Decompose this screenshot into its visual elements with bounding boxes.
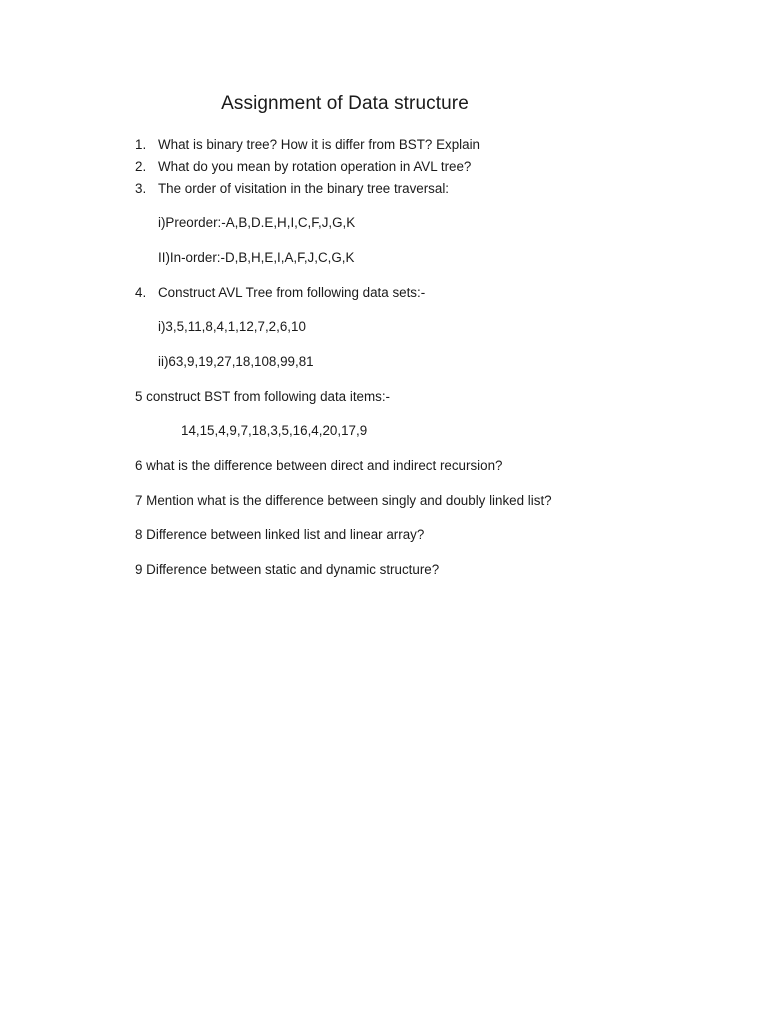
question-3	[135, 180, 449, 198]
question-number: 2.	[135, 159, 147, 174]
question-4	[135, 284, 425, 302]
question-2	[135, 158, 471, 176]
question-9: 9 Difference between static and dynamic structure?	[135, 562, 440, 577]
question-number: 3.	[135, 181, 147, 196]
question-text: What do you mean by rotation operation in AVL tree?	[158, 159, 472, 174]
question-6: 6 what is the difference between direct and indirect recursion?	[135, 458, 503, 473]
question-text: Construct AVL Tree from following data sets:-	[158, 285, 426, 300]
question-number: 1.	[135, 137, 147, 152]
question-text: What is binary tree? How it is differ from BST? Explain	[158, 137, 480, 152]
question-number: 4.	[135, 285, 147, 300]
question-text: The order of visitation in the binary tree traversal:	[158, 181, 450, 196]
question-8: 8 Difference between linked list and linear array?	[135, 527, 425, 542]
document-title: Assignment of Data structure	[221, 93, 469, 114]
question-5: 5 construct BST from following data items:-	[135, 389, 391, 404]
preorder-sequence: i)Preorder:-A,B,D.E,H,I,C,F,J,G,K	[158, 215, 356, 230]
bst-data-items: 14,15,4,9,7,18,3,5,16,4,20,17,9	[181, 423, 368, 438]
question-1	[135, 136, 480, 154]
inorder-sequence: II)In-order:-D,B,H,E,I,A,F,J,C,G,K	[158, 250, 355, 265]
avl-data-set-1: i)3,5,11,8,4,1,12,7,2,6,10	[158, 319, 306, 334]
avl-data-set-2: ii)63,9,19,27,18,108,99,81	[158, 354, 314, 369]
question-7: 7 Mention what is the difference between singly and doubly linked list?	[135, 493, 552, 508]
